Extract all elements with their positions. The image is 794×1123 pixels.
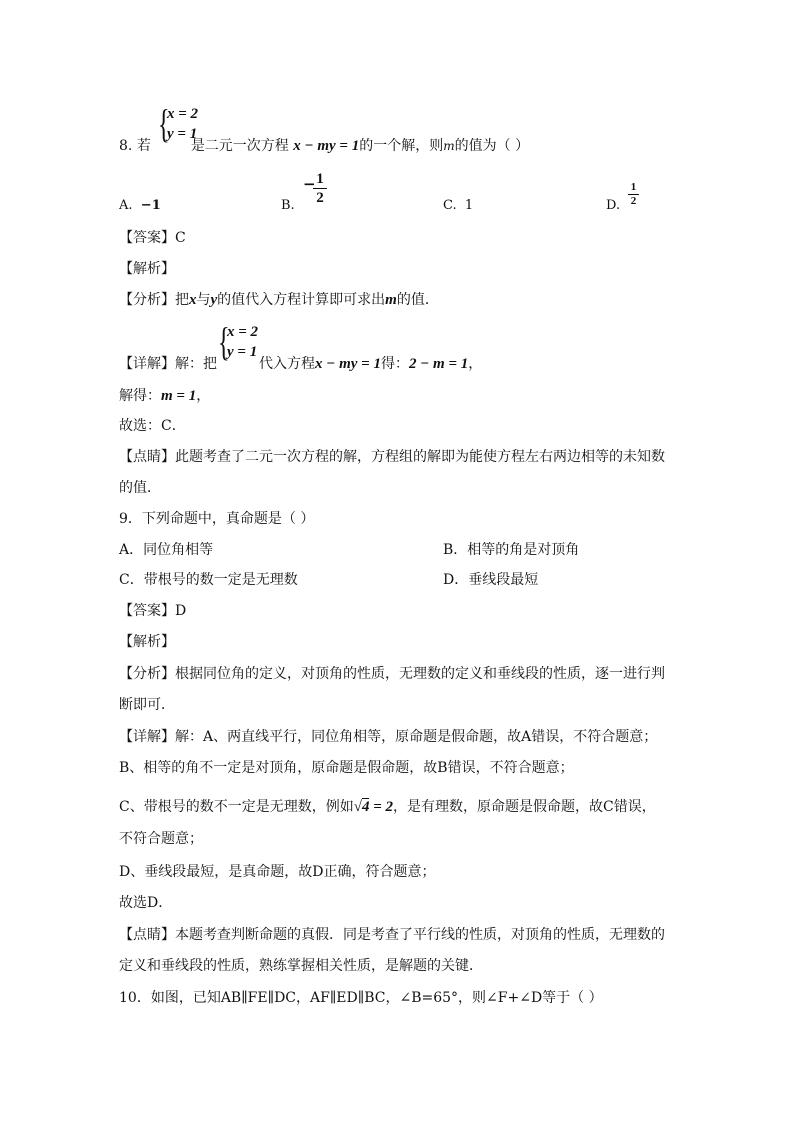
radical-icon: √ (353, 799, 362, 815)
q9-fenxi-line2: 断即可． (119, 697, 175, 713)
q8-option-b-sign: − (303, 175, 316, 193)
q8-option-c: C. 1 (443, 198, 474, 213)
q8-text3: 的值为（ ） (454, 138, 530, 154)
q9-detail-a: 【详解】解：A、两直线平行，同位角相等，原命题是假命题，故A错误，不符合题意； (119, 729, 658, 745)
q8-equation: x − my = 1 (293, 138, 360, 154)
q8-jiexi: 【解析】 (119, 261, 175, 277)
q9-stem: 9．下列命题中，真命题是（ ） (119, 511, 315, 527)
q8-system-y: y = 1 (167, 126, 198, 142)
q8-option-a: A. −1 (119, 198, 161, 213)
sqrt-expression: √4 = 2 (353, 799, 394, 815)
q9-option-b: B．相等的角是对顶角 (443, 542, 580, 558)
q8-fenxi: 【分析】把x与y的值代入方程计算即可求出m的值． (119, 292, 439, 308)
q9-comment-line1: 【点睛】本题考查判断命题的真假．同是考查了平行线的性质，对顶角的性质，无理数的 (119, 927, 665, 943)
q9-detail-d: D、垂线段最短，是真命题，故D正确，符合题意； (119, 864, 436, 880)
q9-fenxi-line1: 【分析】根据同位角的定义，对顶角的性质，无理数的定义和垂线段的性质，逐一进行判 (119, 666, 665, 682)
q8-var: m (443, 139, 455, 153)
q8-stem (119, 136, 529, 156)
brace-icon: { (158, 101, 170, 146)
q9-detail-c1: C、带根号的数不一定是无理数，例如√4 = 2，是有理数，原命题是假命题，故C错误， (119, 799, 656, 815)
brace-icon: { (218, 319, 230, 364)
q10-stem: 10．如图，已知AB∥FE∥DC，AF∥ED∥BC，∠B=65°，则∠F+∠D等于（ ） (119, 990, 603, 1006)
q8-comment-line1: 【点睛】此题考查了二元一次方程的解，方程组的解即为能使方程左右两边相等的未知数 (119, 449, 665, 465)
q9-answer: 【答案】D (119, 603, 187, 619)
q9-option-a: A．同位角相等 (119, 542, 214, 558)
q9-comment-line2: 定义和垂线段的性质，熟练掌握相关性质，是解题的关键． (119, 958, 483, 974)
q9-option-d: D．垂线段最短 (443, 572, 539, 588)
q8-detail-system: { x = 2 y = 1 (218, 319, 259, 364)
q8-option-d-label: D. (606, 198, 621, 213)
q8-detail: 【详解】解：把 代入方程x − my = 1得：2 − m = 1， (119, 356, 483, 372)
q8-choice: 故选：C． (119, 418, 186, 434)
q8-system-x: x = 2 (167, 106, 199, 122)
q8-comment-line2: 的值． (119, 480, 161, 496)
q9-detail-b: B、相等的角不一定是对顶角，原命题是假命题，故B错误，不符合题意； (119, 760, 574, 776)
q9-choice: 故选D． (119, 895, 173, 911)
q8-answer: 【答案】C (119, 230, 186, 246)
q8-option-b-fraction: 1 2 (313, 170, 327, 207)
q9-jiexi: 【解析】 (119, 634, 175, 650)
q8-text2: 的一个解，则 (359, 138, 444, 154)
q8-ruo: 若 (136, 138, 151, 154)
q8-solution: 解得：m = 1， (119, 388, 211, 404)
q8-text1: 是二元一次方程 (190, 138, 289, 154)
q9-detail-c2: 不符合题意； (119, 831, 203, 847)
q9-option-c: C．带根号的数一定是无理数 (119, 572, 298, 588)
q8-option-d-fraction: 1 2 (628, 181, 639, 208)
q8-number: 8. (119, 138, 133, 154)
q8-option-b-label: B. (281, 198, 295, 213)
